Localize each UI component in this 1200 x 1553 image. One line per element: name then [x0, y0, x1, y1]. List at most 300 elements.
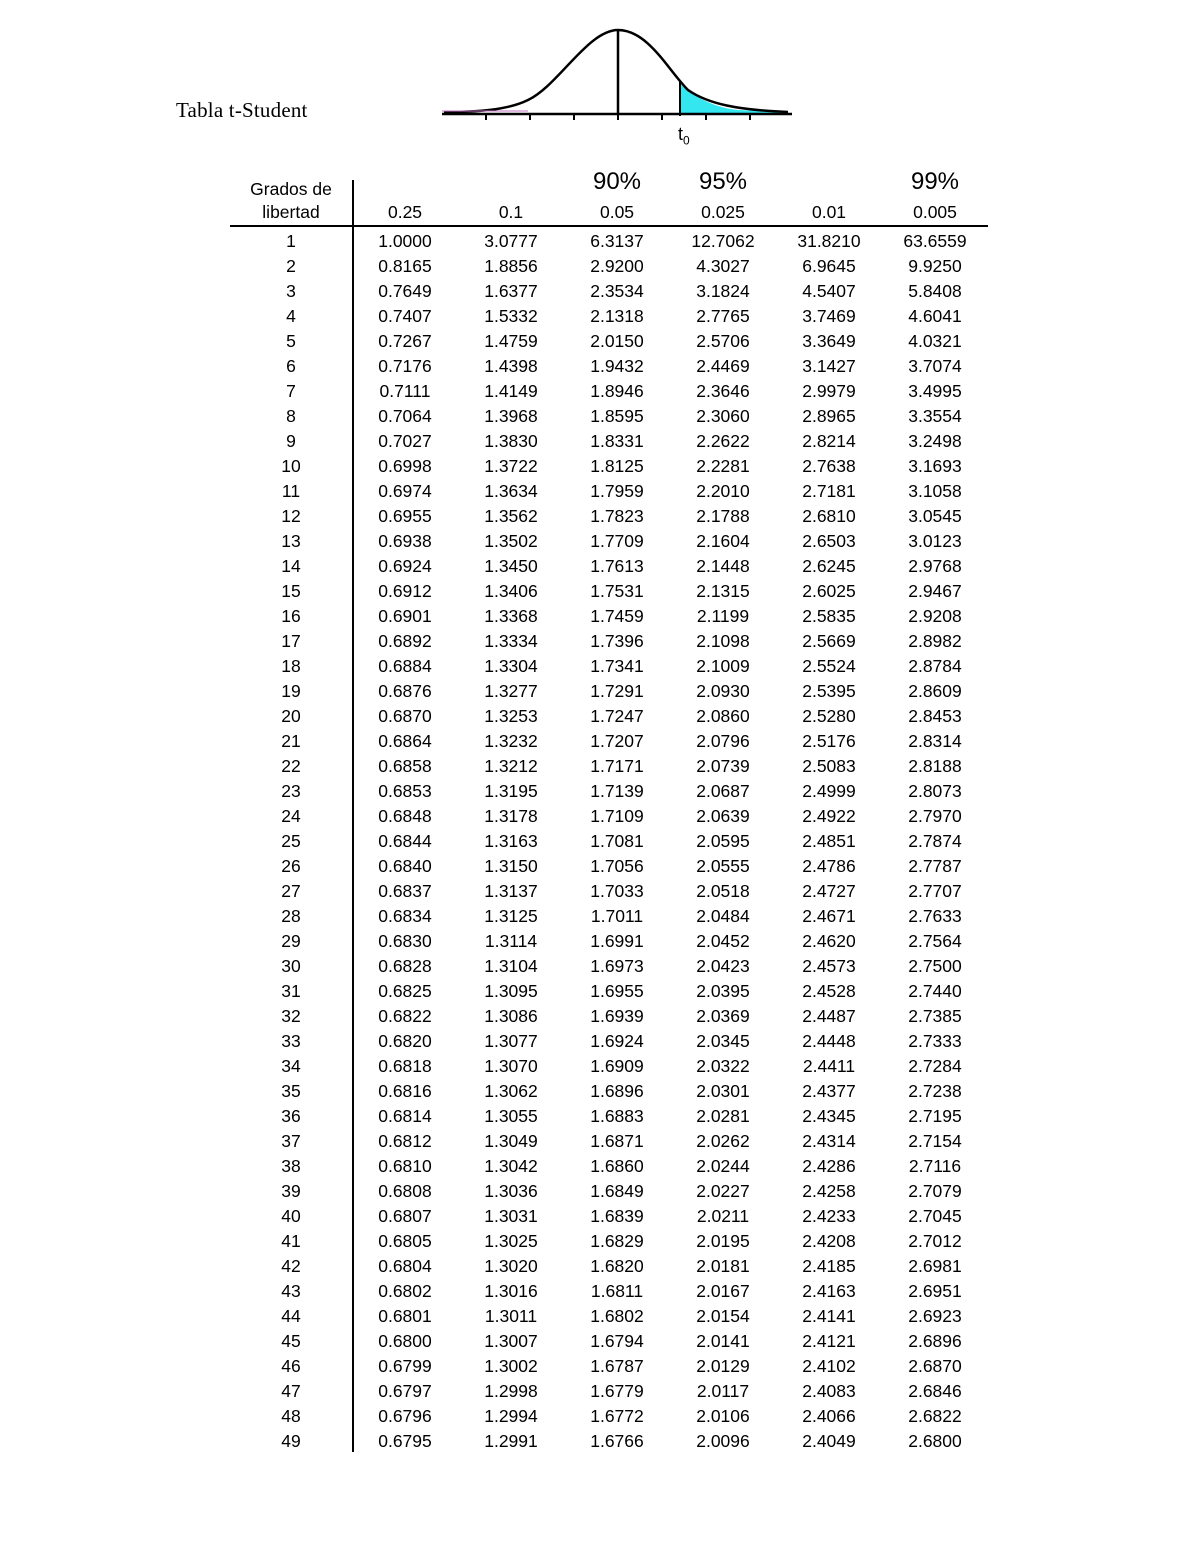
critical-value-cell: 6.9645 [802, 256, 856, 276]
confidence-label: 99% [910, 168, 960, 195]
critical-value-cell: 2.6981 [908, 1256, 962, 1276]
degrees-of-freedom-cell: 12 [281, 506, 301, 526]
critical-value-cell: 1.4149 [484, 381, 538, 401]
critical-value-cell: 2.0739 [696, 756, 750, 776]
critical-value-cell: 2.4066 [802, 1406, 856, 1426]
critical-value-cell: 2.4185 [802, 1256, 856, 1276]
critical-value-cell: 1.7341 [590, 656, 644, 676]
critical-value-cell: 1.8595 [590, 406, 644, 426]
critical-value-cell: 1.4398 [484, 356, 538, 376]
degrees-of-freedom-cell: 17 [281, 631, 301, 651]
critical-value-cell: 0.6901 [378, 606, 432, 626]
critical-value-cell: 2.4233 [802, 1206, 856, 1226]
critical-value-cell: 0.6802 [378, 1281, 432, 1301]
critical-value-cell: 1.3163 [484, 831, 538, 851]
critical-value-cell: 1.3011 [484, 1306, 538, 1326]
critical-value-cell: 2.4528 [802, 981, 856, 1001]
confidence-label: 90% [592, 168, 642, 195]
critical-value-cell: 2.6846 [908, 1381, 962, 1401]
critical-value-cell: 1.7291 [590, 681, 644, 701]
critical-value-cell: 1.3304 [484, 656, 538, 676]
critical-value-cell: 2.5176 [802, 731, 856, 751]
critical-value-cell: 0.6799 [378, 1356, 432, 1376]
critical-value-cell: 1.8946 [590, 381, 644, 401]
critical-value-cell: 1.3016 [484, 1281, 538, 1301]
critical-value-cell: 1.0000 [378, 231, 432, 251]
critical-value-cell: 2.4049 [802, 1431, 856, 1451]
degrees-of-freedom-cell: 25 [281, 831, 301, 851]
critical-value-cell: 1.2998 [484, 1381, 538, 1401]
critical-value-cell: 3.7074 [908, 356, 962, 376]
critical-value-cell: 2.7874 [908, 831, 962, 851]
critical-value-cell: 1.3104 [484, 956, 538, 976]
critical-value-cell: 1.3830 [484, 431, 538, 451]
critical-value-cell: 0.6795 [378, 1431, 432, 1451]
critical-value-cell: 1.6924 [590, 1031, 644, 1051]
critical-value-cell: 1.2994 [484, 1406, 538, 1426]
degrees-of-freedom-cell: 10 [281, 456, 301, 476]
critical-value-cell: 0.6801 [378, 1306, 432, 1326]
degrees-of-freedom-cell: 23 [281, 781, 301, 801]
critical-value-cell: 2.4258 [802, 1181, 856, 1201]
critical-value-cell: 2.8784 [908, 656, 962, 676]
critical-value-cell: 1.3036 [484, 1181, 538, 1201]
critical-value-cell: 0.6804 [378, 1256, 432, 1276]
critical-value-cell: 0.6848 [378, 806, 432, 826]
critical-value-cell: 2.0227 [696, 1181, 750, 1201]
critical-value-cell: 3.1824 [696, 281, 750, 301]
critical-value-cell: 1.3195 [484, 781, 538, 801]
critical-value-cell: 1.7823 [590, 506, 644, 526]
critical-value-cell: 2.7284 [908, 1056, 962, 1076]
critical-value-cell: 2.7707 [908, 881, 962, 901]
critical-value-cell: 2.4620 [802, 931, 856, 951]
critical-value-cell: 1.9432 [590, 356, 644, 376]
critical-value-cell: 0.6834 [378, 906, 432, 926]
critical-value-cell: 1.6377 [484, 281, 538, 301]
critical-value-cell: 1.7033 [590, 881, 644, 901]
critical-value-cell: 1.6991 [590, 931, 644, 951]
critical-value-cell: 3.1427 [802, 356, 856, 376]
alpha-header: 0.05 [599, 202, 635, 222]
alpha-header: 0.025 [701, 202, 745, 222]
critical-value-cell: 1.3062 [484, 1081, 538, 1101]
critical-value-cell: 2.4083 [802, 1381, 856, 1401]
critical-value-cell: 1.7109 [590, 806, 644, 826]
degrees-of-freedom-cell: 13 [281, 531, 301, 551]
degrees-of-freedom-cell: 18 [281, 656, 301, 676]
critical-value-cell: 2.0117 [696, 1381, 750, 1401]
critical-value-cell: 2.7564 [908, 931, 962, 951]
critical-value-cell: 2.4922 [802, 806, 856, 826]
critical-value-cell: 2.8214 [802, 431, 856, 451]
critical-value-cell: 1.7207 [590, 731, 644, 751]
critical-value-cell: 1.6787 [590, 1356, 644, 1376]
critical-value-cell: 2.6951 [908, 1281, 962, 1301]
density-curve [444, 30, 788, 112]
critical-value-cell: 2.4411 [802, 1056, 856, 1076]
critical-value-cell: 1.6896 [590, 1081, 644, 1101]
critical-value-cell: 3.4995 [908, 381, 962, 401]
critical-value-cell: 2.4286 [802, 1156, 856, 1176]
critical-value-cell: 0.6924 [378, 556, 432, 576]
critical-value-cell: 3.0545 [908, 506, 962, 526]
critical-value-cell: 1.7171 [590, 756, 644, 776]
critical-value-cell: 2.8982 [908, 631, 962, 651]
degrees-of-freedom-cell: 32 [281, 1006, 301, 1026]
critical-value-cell: 2.1315 [696, 581, 750, 601]
critical-value-cell: 1.6973 [590, 956, 644, 976]
critical-value-cell: 1.6772 [590, 1406, 644, 1426]
critical-value-cell: 1.3070 [484, 1056, 538, 1076]
critical-value-cell: 0.6837 [378, 881, 432, 901]
document-title: Tabla t-Student [176, 98, 308, 122]
degrees-of-freedom-cell: 4 [286, 306, 296, 326]
critical-value-cell: 2.6025 [802, 581, 856, 601]
critical-value-cell: 2.9467 [908, 581, 962, 601]
critical-value-cell: 2.0154 [696, 1306, 750, 1326]
critical-value-cell: 2.9979 [802, 381, 856, 401]
critical-value-cell: 2.4377 [802, 1081, 856, 1101]
critical-value-cell: 1.3502 [484, 531, 538, 551]
critical-value-cell: 2.1604 [696, 531, 750, 551]
critical-value-cell: 1.3968 [484, 406, 538, 426]
critical-value-cell: 0.6844 [378, 831, 432, 851]
critical-value-cell: 2.7012 [908, 1231, 962, 1251]
degrees-of-freedom-cell: 29 [281, 931, 301, 951]
degrees-of-freedom-cell: 41 [281, 1231, 301, 1251]
critical-value-cell: 2.7765 [696, 306, 750, 326]
critical-value-cell: 1.6766 [590, 1431, 644, 1451]
critical-value-cell: 6.3137 [590, 231, 644, 251]
critical-value-cell: 1.3450 [484, 556, 538, 576]
critical-value-cell: 5.8408 [908, 281, 962, 301]
critical-value-cell: 2.7238 [908, 1081, 962, 1101]
degrees-of-freedom-cell: 36 [281, 1106, 301, 1126]
critical-value-cell: 0.6864 [378, 731, 432, 751]
critical-value-cell: 2.7181 [802, 481, 856, 501]
critical-value-cell: 1.3031 [484, 1206, 538, 1226]
critical-value-cell: 2.0796 [696, 731, 750, 751]
critical-value-cell: 0.6796 [378, 1406, 432, 1426]
critical-value-cell: 1.7056 [590, 856, 644, 876]
critical-value-cell: 0.6808 [378, 1181, 432, 1201]
critical-value-cell: 2.0181 [696, 1256, 750, 1276]
critical-value-cell: 1.3232 [484, 731, 538, 751]
degrees-of-freedom-cell: 43 [281, 1281, 301, 1301]
critical-value-cell: 0.6797 [378, 1381, 432, 1401]
degrees-of-freedom-cell: 42 [281, 1256, 301, 1276]
critical-value-cell: 2.3060 [696, 406, 750, 426]
critical-value-cell: 3.3649 [802, 331, 856, 351]
degrees-of-freedom-cell: 2 [286, 256, 296, 276]
degrees-of-freedom-cell: 7 [286, 381, 296, 401]
critical-value-cell: 0.6800 [378, 1331, 432, 1351]
critical-value-cell: 1.3086 [484, 1006, 538, 1026]
critical-value-cell: 3.0123 [908, 531, 962, 551]
critical-value-cell: 0.7267 [378, 331, 432, 351]
critical-value-cell: 2.4102 [802, 1356, 856, 1376]
critical-value-cell: 0.6830 [378, 931, 432, 951]
critical-value-cell: 1.6871 [590, 1131, 644, 1151]
critical-value-cell: 1.8331 [590, 431, 644, 451]
critical-value-cell: 3.7469 [802, 306, 856, 326]
critical-value-cell: 2.5280 [802, 706, 856, 726]
critical-value-cell: 1.3150 [484, 856, 538, 876]
degrees-of-freedom-cell: 15 [281, 581, 301, 601]
critical-value-cell: 2.0096 [696, 1431, 750, 1451]
critical-value-cell: 1.3002 [484, 1356, 538, 1376]
critical-value-cell: 2.4208 [802, 1231, 856, 1251]
critical-value-cell: 2.0322 [696, 1056, 750, 1076]
critical-value-cell: 1.7011 [590, 906, 644, 926]
critical-value-cell: 0.6884 [378, 656, 432, 676]
critical-value-cell: 1.6939 [590, 1006, 644, 1026]
critical-value-cell: 0.6822 [378, 1006, 432, 1026]
degrees-of-freedom-cell: 24 [281, 806, 301, 826]
critical-value-cell: 1.6779 [590, 1381, 644, 1401]
critical-value-cell: 2.0452 [696, 931, 750, 951]
critical-value-cell: 1.6883 [590, 1106, 644, 1126]
critical-value-cell: 2.8314 [908, 731, 962, 751]
critical-value-cell: 2.0369 [696, 1006, 750, 1026]
critical-value-cell: 2.7638 [802, 456, 856, 476]
degrees-of-freedom-cell: 39 [281, 1181, 301, 1201]
degrees-of-freedom-cell: 31 [281, 981, 301, 1001]
critical-value-cell: 2.1009 [696, 656, 750, 676]
critical-value-cell: 4.6041 [908, 306, 962, 326]
critical-value-cell: 2.0150 [590, 331, 644, 351]
critical-value-cell: 1.8856 [484, 256, 538, 276]
critical-value-cell: 0.6912 [378, 581, 432, 601]
critical-value-cell: 2.0244 [696, 1156, 750, 1176]
critical-value-cell: 0.8165 [378, 256, 432, 276]
degrees-of-freedom-cell: 8 [286, 406, 296, 426]
critical-value-cell: 1.3025 [484, 1231, 538, 1251]
critical-value-cell: 3.1693 [908, 456, 962, 476]
critical-value-cell: 1.7613 [590, 556, 644, 576]
critical-value-cell: 2.0129 [696, 1356, 750, 1376]
critical-value-cell: 0.6998 [378, 456, 432, 476]
critical-value-cell: 0.6820 [378, 1031, 432, 1051]
degrees-of-freedom-cell: 11 [281, 481, 301, 501]
critical-value-cell: 3.0777 [484, 231, 538, 251]
critical-value-cell: 2.4851 [802, 831, 856, 851]
alpha-header: 0.25 [387, 202, 423, 222]
critical-value-cell: 0.7407 [378, 306, 432, 326]
critical-value-cell: 3.2498 [908, 431, 962, 451]
degrees-of-freedom-cell: 37 [281, 1131, 301, 1151]
critical-value-cell: 2.4314 [802, 1131, 856, 1151]
critical-value-cell: 2.1788 [696, 506, 750, 526]
critical-value-cell: 2.4487 [802, 1006, 856, 1026]
critical-value-cell: 1.3007 [484, 1331, 538, 1351]
critical-value-cell: 2.7440 [908, 981, 962, 1001]
critical-value-cell: 0.6818 [378, 1056, 432, 1076]
critical-value-cell: 2.0639 [696, 806, 750, 826]
critical-value-cell: 1.7959 [590, 481, 644, 501]
critical-value-cell: 1.7459 [590, 606, 644, 626]
critical-value-cell: 4.3027 [696, 256, 750, 276]
critical-value-cell: 0.6814 [378, 1106, 432, 1126]
degrees-of-freedom-cell: 44 [281, 1306, 301, 1326]
critical-value-cell: 2.5669 [802, 631, 856, 651]
critical-value-cell: 1.3368 [484, 606, 538, 626]
critical-value-cell: 2.6503 [802, 531, 856, 551]
critical-value-cell: 2.0141 [696, 1331, 750, 1351]
critical-value-cell: 2.7787 [908, 856, 962, 876]
critical-value-cell: 2.3646 [696, 381, 750, 401]
critical-value-cell: 2.6896 [908, 1331, 962, 1351]
critical-value-cell: 0.7027 [378, 431, 432, 451]
critical-value-cell: 2.6923 [908, 1306, 962, 1326]
critical-value-cell: 2.7633 [908, 906, 962, 926]
critical-value-cell: 3.3554 [908, 406, 962, 426]
degrees-of-freedom-cell: 27 [281, 881, 301, 901]
degrees-of-freedom-cell: 38 [281, 1156, 301, 1176]
critical-value-cell: 0.7111 [379, 381, 431, 401]
critical-value-cell: 0.6816 [378, 1081, 432, 1101]
critical-value-cell: 1.3020 [484, 1256, 538, 1276]
critical-value-cell: 2.9208 [908, 606, 962, 626]
critical-value-cell: 63.6559 [903, 231, 967, 251]
critical-value-cell: 2.0345 [696, 1031, 750, 1051]
critical-value-cell: 2.0930 [696, 681, 750, 701]
critical-value-cell: 2.4999 [802, 781, 856, 801]
degrees-of-freedom-cell: 48 [281, 1406, 301, 1426]
critical-value-cell: 1.6955 [590, 981, 644, 1001]
critical-value-cell: 0.7649 [378, 281, 432, 301]
critical-value-cell: 0.6870 [378, 706, 432, 726]
critical-value-cell: 2.8453 [908, 706, 962, 726]
critical-value-cell: 2.2281 [696, 456, 750, 476]
critical-value-cell: 2.7116 [908, 1156, 962, 1176]
degrees-of-freedom-cell: 3 [286, 281, 296, 301]
critical-value-cell: 1.7709 [590, 531, 644, 551]
critical-value-cell: 2.5524 [802, 656, 856, 676]
degrees-of-freedom-header: Grados de libertad [250, 179, 332, 222]
degrees-of-freedom-cell: 20 [281, 706, 301, 726]
critical-value-cell: 1.3334 [484, 631, 538, 651]
critical-value-cell: 2.9200 [590, 256, 644, 276]
critical-value-cell: 2.5706 [696, 331, 750, 351]
critical-value-cell: 2.0687 [696, 781, 750, 801]
degrees-of-freedom-cell: 16 [281, 606, 301, 626]
critical-value-cell: 2.4345 [802, 1106, 856, 1126]
critical-value-cell: 1.7396 [590, 631, 644, 651]
critical-value-cell: 2.4163 [802, 1281, 856, 1301]
critical-value-cell: 0.6892 [378, 631, 432, 651]
critical-value-cell: 1.6839 [590, 1206, 644, 1226]
critical-value-cell: 2.6870 [908, 1356, 962, 1376]
critical-value-cell: 2.5083 [802, 756, 856, 776]
critical-value-cell: 2.6800 [908, 1431, 962, 1451]
critical-value-cell: 1.3253 [484, 706, 538, 726]
degrees-of-freedom-cell: 22 [281, 756, 301, 776]
critical-value-cell: 0.6858 [378, 756, 432, 776]
degrees-of-freedom-cell: 1 [286, 231, 296, 251]
critical-value-cell: 1.3212 [484, 756, 538, 776]
critical-value-cell: 2.0595 [696, 831, 750, 851]
critical-value-cell: 2.1199 [696, 606, 750, 626]
critical-value-cell: 2.2622 [696, 431, 750, 451]
critical-value-cell: 1.6802 [590, 1306, 644, 1326]
critical-value-cell: 2.7154 [908, 1131, 962, 1151]
critical-value-cell: 1.3114 [484, 931, 538, 951]
critical-value-cell: 31.8210 [797, 231, 861, 251]
critical-value-cell: 0.6853 [378, 781, 432, 801]
critical-value-cell: 1.3049 [484, 1131, 538, 1151]
degrees-of-freedom-cell: 6 [286, 356, 296, 376]
critical-value-cell: 2.0301 [696, 1081, 750, 1101]
critical-value-cell: 0.7064 [378, 406, 432, 426]
alpha-header-row [354, 202, 988, 224]
degrees-of-freedom-cell: 33 [281, 1031, 301, 1051]
critical-value-cell: 2.6822 [908, 1406, 962, 1426]
critical-value-cell: 2.8965 [802, 406, 856, 426]
alpha-header: 0.01 [811, 202, 847, 222]
critical-value-cell: 1.6829 [590, 1231, 644, 1251]
critical-value-cell: 2.6245 [802, 556, 856, 576]
critical-value-cell: 1.3277 [484, 681, 538, 701]
critical-value-cell: 2.5395 [802, 681, 856, 701]
critical-value-cell: 2.0211 [696, 1206, 750, 1226]
critical-value-cell: 1.6811 [590, 1281, 644, 1301]
critical-value-cell: 2.0262 [696, 1131, 750, 1151]
critical-value-cell: 2.7385 [908, 1006, 962, 1026]
degrees-of-freedom-cell: 19 [281, 681, 301, 701]
critical-value-cell: 2.0106 [696, 1406, 750, 1426]
critical-value-cell: 2.0395 [696, 981, 750, 1001]
critical-value-cell: 1.5332 [484, 306, 538, 326]
critical-value-cell: 1.3406 [484, 581, 538, 601]
critical-value-cell: 2.1318 [590, 306, 644, 326]
critical-value-cell: 0.6938 [378, 531, 432, 551]
critical-value-cell: 4.0321 [908, 331, 962, 351]
critical-value-cell: 1.3178 [484, 806, 538, 826]
critical-value-cell: 1.7247 [590, 706, 644, 726]
critical-value-cell: 2.5835 [802, 606, 856, 626]
header-rule [230, 225, 988, 227]
critical-value-cell: 0.6974 [378, 481, 432, 501]
critical-value-cell: 2.0484 [696, 906, 750, 926]
critical-value-cell: 2.7195 [908, 1106, 962, 1126]
degrees-of-freedom-cell: 9 [286, 431, 296, 451]
critical-value-cell: 2.7500 [908, 956, 962, 976]
degrees-of-freedom-cell: 34 [281, 1056, 301, 1076]
critical-value-cell: 1.6820 [590, 1256, 644, 1276]
critical-value-cell: 0.6828 [378, 956, 432, 976]
critical-value-cell: 1.4759 [484, 331, 538, 351]
critical-value-cell: 2.4573 [802, 956, 856, 976]
critical-value-cell: 2.0518 [696, 881, 750, 901]
critical-value-cell: 1.3055 [484, 1106, 538, 1126]
critical-value-cell: 2.1448 [696, 556, 750, 576]
critical-value-cell: 3.1058 [908, 481, 962, 501]
critical-value-cell: 0.6810 [378, 1156, 432, 1176]
critical-value-cell: 2.8188 [908, 756, 962, 776]
critical-value-cell: 1.6909 [590, 1056, 644, 1076]
critical-value-cell: 2.4786 [802, 856, 856, 876]
critical-value-cell: 1.3077 [484, 1031, 538, 1051]
critical-value-cell: 2.4469 [696, 356, 750, 376]
alpha-header: 0.1 [498, 202, 524, 222]
tail-area [680, 84, 788, 114]
critical-value-cell: 1.3125 [484, 906, 538, 926]
degrees-of-freedom-cell: 14 [281, 556, 301, 576]
critical-value-cell: 2.0860 [696, 706, 750, 726]
degrees-of-freedom-cell: 26 [281, 856, 301, 876]
